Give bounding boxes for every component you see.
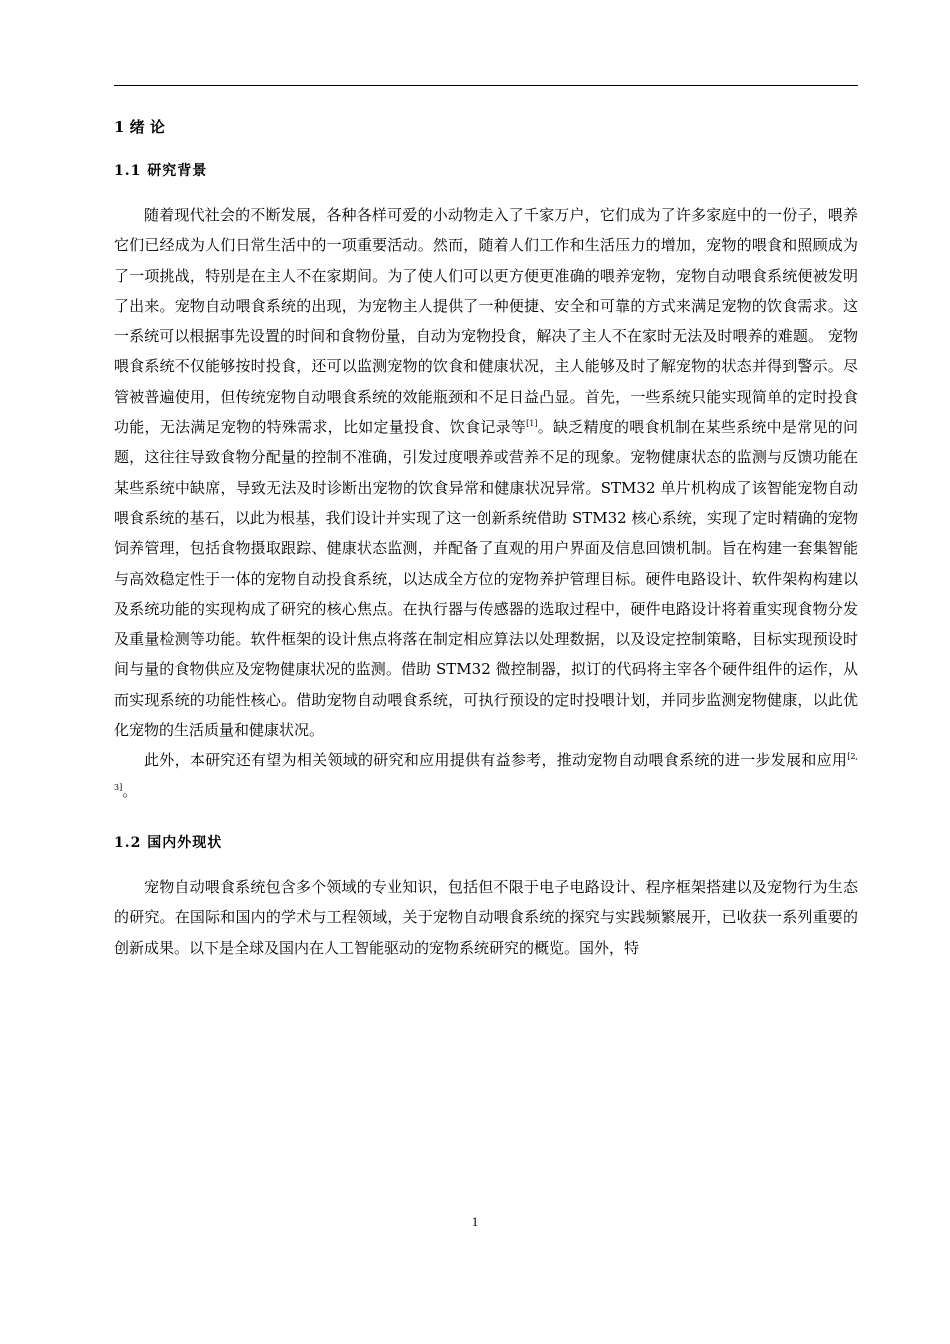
paragraph-text-part-b: 。缺乏精度的喂食机制在某些系统中是常见的问题，这往往导致食物分配量的控制不准确，引发过度喂养或营养不足的现象。宠物健康状态的监测与反馈功能在某些系统中缺席，导致无法及时诊断出宠物的饮食异常和健康状况异常。STM32 单片机构成了该智能宠物自动喂食系统的基石，以此为根基，我们设计并实现了这一创新系统借助 STM32 核心系统，实现了定时精确的宠物饲养管理，包括食物摄取跟踪、健康状态监测，并配备了直观的用户界面及信息回馈机制。旨在构建一套集智能与高效稳定性于一体的宠物自动投食系统，以达成全方位的宠物养护管理目标。硬件电路设计、软件架构构建以及系统功能的实现构成了研究的核心焦点。在执行器与传感器的选取过程中，硬件电路设计将着重实现食物分发及重量检测等功能。软件框架的设计焦点将落在制定相应算法以处理数据，以及设定控制策略，目标实现预设时间与量的食物供应及宠物健康状况的监测。借助 STM32 微控制器，拟订的代码将主宰各个硬件组件的运作，从而实现系统的功能性核心。借助宠物自动喂食系统，可执行预设的定时投喂计划，并同步监测宠物健康，以此优化宠物的生活质量和健康状况。: [114, 418, 858, 740]
page-number: 1: [471, 1214, 479, 1229]
paragraph-text-part-a: 随着现代社会的不断发展，各种各样可爱的小动物走入了千家万户，它们成为了许多家庭中的一份子，喂养它们已经成为人们日常生活中的一项重要活动。然而，随着人们工作和生活压力的增加，宠物的喂食和照顾成为了一项挑战，特别是在主人不在家期间。为了使人们可以更方便更准确的喂养宠物，宠物自动喂食系统便被发明了出来。宠物自动喂食系统的出现，为宠物主人提供了一种便捷、安全和可靠的方式来满足宠物的饮食需求。这一系统可以根据事先设置的时间和食物份量，自动为宠物投食，解决了主人不在家时无法及时喂养的难题。 宠物喂食系统不仅能够按时投食，还可以监测宠物的饮食和健康状况，主人能够及时了解宠物的状态并得到警示。尽管被普遍使用，但传统宠物自动喂食系统的效能瓶颈和不足日益凸显。首先，一些系统只能实现简单的定时投食功能，无法满足宠物的特殊需求，比如定量投食、饮食记录等: [114, 206, 858, 437]
header-rule: [114, 85, 858, 86]
paragraph-text-part-a: 此外，本研究还有望为相关领域的研究和应用提供有益参考，推动宠物自动喂食系统的进一步发展和应用: [144, 751, 848, 770]
citation-reference: [1]: [526, 419, 538, 429]
section-heading-background: 1.1 研究背景: [114, 163, 208, 179]
paragraph-status-intro: [114, 872, 858, 963]
paragraph-text-part-b: 。: [122, 781, 138, 800]
chapter-title: 1 绪 论: [114, 118, 165, 136]
paragraph-background-summary: [114, 745, 858, 806]
page-body: [114, 112, 858, 963]
section-heading-status: 1.2 国内外现状: [114, 834, 223, 851]
paragraph-background-main: [114, 200, 858, 745]
paragraph-text-part-a: 宠物自动喂食系统包含多个领域的专业知识，包括但不限于电子电路设计、程序框架搭建以及宠物行为生态的研究。在国际和国内的学术与工程领域，关于宠物自动喂食系统的探究与实践频繁展开，已收获一系列重要的创新成果。以下是全球及国内在人工智能驱动的宠物系统研究的概览。国外，特: [114, 877, 858, 957]
citation-reference: [2, 3]: [114, 752, 858, 792]
